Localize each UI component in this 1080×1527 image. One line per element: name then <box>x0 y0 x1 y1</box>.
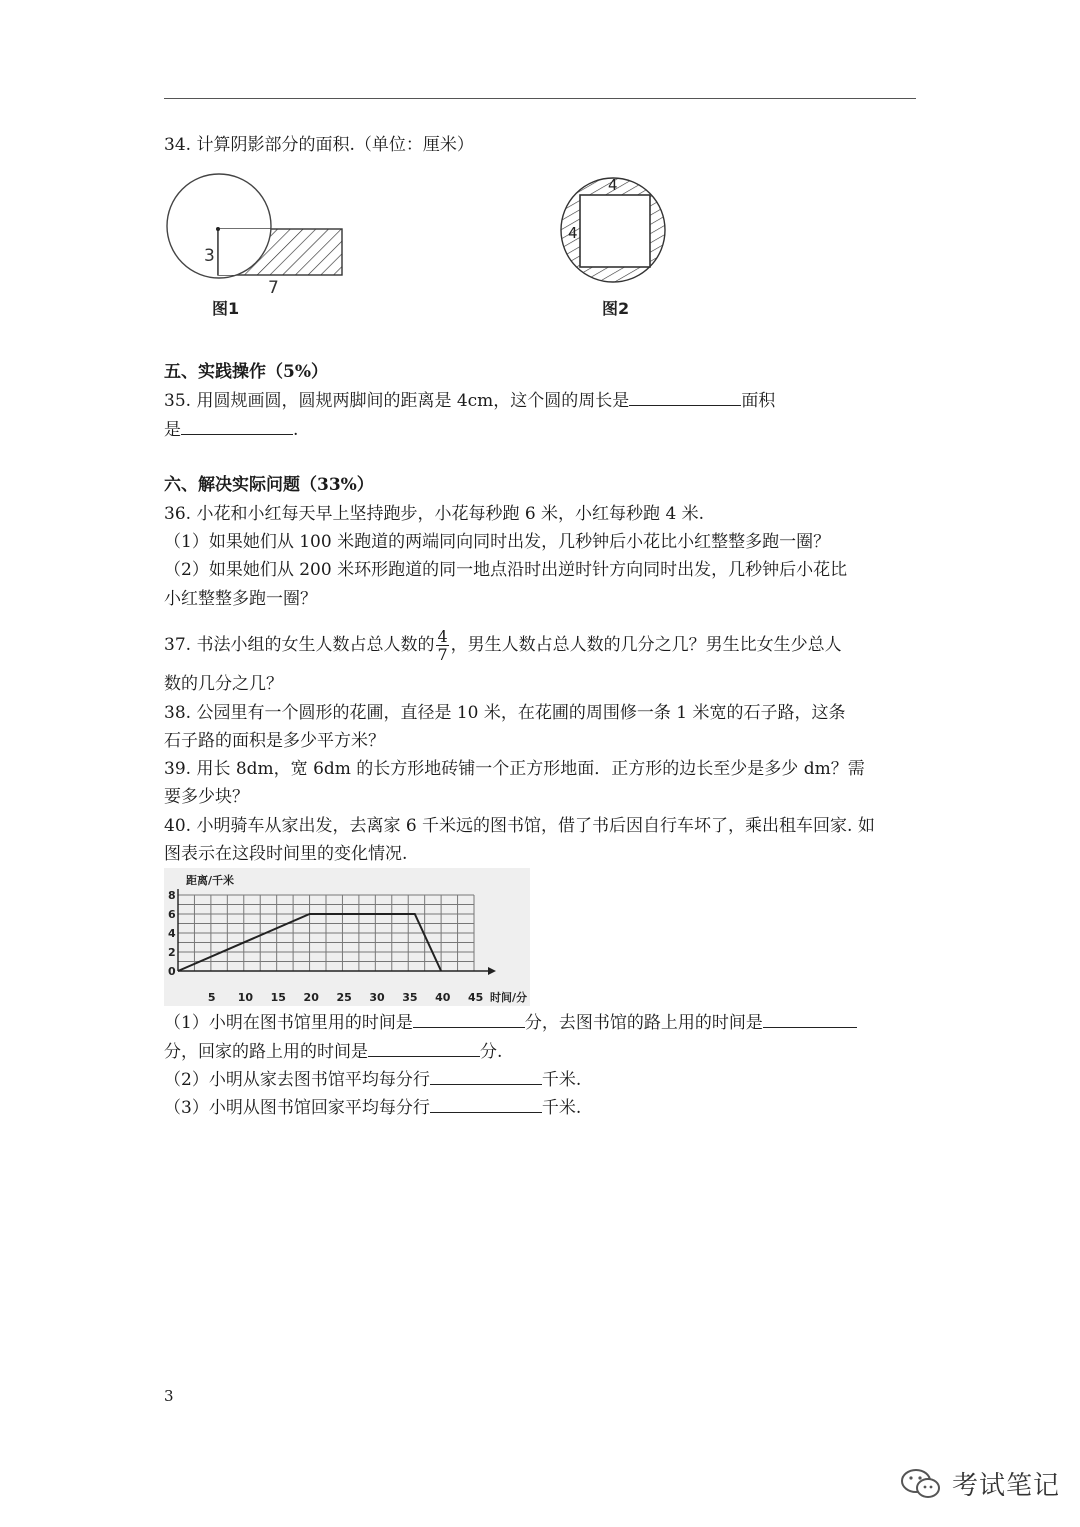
q40-line1: 40. 小明骑车从家出发，去离家 6 千米远的图书馆，借了书后因自行车坏了，乘出租车回家. 如 <box>164 816 875 836</box>
q40-blank-library-time[interactable] <box>413 1011 525 1028</box>
page-number: 3 <box>164 1387 174 1405</box>
fig2-label-top: 4 <box>608 176 618 194</box>
q37-fraction: $\frac{4}{7}$ <box>437 627 448 664</box>
x-tick-label: 25 <box>336 991 352 1004</box>
x-axis-label: 时间/分 <box>490 991 528 1004</box>
q36-part2-line2: 小红整整多跑一圈？ <box>164 589 317 609</box>
section-6-title: 六、解决实际问题（33%） <box>164 475 374 495</box>
y-tick-label: 6 <box>168 908 176 921</box>
y-tick-label: 2 <box>168 946 176 959</box>
q40-part2: （2）小明从家去图书馆平均每分行 千米. <box>164 1070 582 1090</box>
figure-1 <box>160 168 360 320</box>
q34-text: 34. 计算阴影部分的面积.（单位：厘米） <box>164 135 474 155</box>
q40-line2: 图表示在这段时间里的变化情况. <box>164 844 408 864</box>
figure-2 <box>552 170 674 320</box>
watermark-text: 考试笔记 <box>952 1471 1061 1501</box>
q36-part1: （1）如果她们从 100 米跑道的两端同向同时出发，几秒钟后小花比小红整整多跑一圈？ <box>164 532 831 552</box>
header-rule <box>164 98 916 99</box>
q35-line2: 是 . <box>164 420 299 440</box>
q40-blank-return-speed[interactable] <box>430 1096 542 1113</box>
section-5-title: 五、实践操作（5%） <box>164 362 328 382</box>
q39-line1: 39. 用长 8dm，宽 6dm 的长方形地砖铺一个正方形地面．正方形的边长至少是多少 dm？需 <box>164 759 865 779</box>
q38-line1: 38. 公园里有一个圆形的花圃，直径是 10 米，在花圃的周围修一条 1 米宽的石子路，这条 <box>164 703 846 723</box>
q37-line2: 数的几分之几？ <box>164 674 283 694</box>
q36-part2-line1: （2）如果她们从 200 米环形跑道的同一地点沿时出逆时针方向同时出发，几秒钟后小花比 <box>164 560 848 580</box>
x-tick-label: 35 <box>402 991 418 1004</box>
q36-text: 36. 小花和小红每天早上坚持跑步，小花每秒跑 6 米，小红每秒跑 4 米. <box>164 504 705 524</box>
q40-blank-go-speed[interactable] <box>430 1068 542 1085</box>
x-tick-label: 5 <box>207 991 216 1004</box>
q37-line1: 37. 书法小组的女生人数占总人数的 $\frac{4}{7}$ ，男生人数占总人数的几分之几？男生比女生少总人 <box>164 627 842 664</box>
q35-blank-circumference[interactable] <box>629 389 741 406</box>
fig2-caption: 图2 <box>602 299 630 318</box>
q38-line2: 石子路的面积是多少平方米？ <box>164 731 385 751</box>
y-tick-label: 0 <box>168 965 176 978</box>
q40-blank-go-time[interactable] <box>763 1011 857 1028</box>
y-axis-label: 距离/千米 <box>186 874 235 887</box>
x-tick-label: 45 <box>468 991 484 1004</box>
x-tick-label: 30 <box>369 991 385 1004</box>
chart-background <box>164 868 530 1006</box>
q35-blank-area[interactable] <box>181 418 293 435</box>
q35-line1: 35. 用圆规画圆，圆规两脚间的距离是 4cm，这个圆的周长是 面积 <box>164 391 776 411</box>
q40-blank-return-time[interactable] <box>368 1040 480 1057</box>
q40-part3: （3）小明从图书馆回家平均每分行 千米. <box>164 1098 582 1118</box>
fig2-label-left: 4 <box>568 224 578 242</box>
x-tick-label: 15 <box>270 991 286 1004</box>
x-tick-label: 10 <box>237 991 254 1004</box>
distance-time-chart <box>164 868 530 1006</box>
y-tick-label: 4 <box>168 927 176 940</box>
fig1-caption: 图1 <box>212 299 240 318</box>
q40-part1-line1: （1）小明在图书馆里用的时间是 分，去图书馆的路上用的时间是 <box>164 1011 857 1034</box>
q39-line2: 要多少块？ <box>164 787 249 807</box>
x-tick-label: 20 <box>303 991 319 1004</box>
y-tick-label: 8 <box>168 889 176 902</box>
q40-part1-line2: 分，回家的路上用的时间是 分. <box>164 1042 503 1062</box>
wechat-icon <box>900 1467 942 1501</box>
fig1-label-7: 7 <box>268 278 279 298</box>
watermark <box>900 1465 1060 1502</box>
fig1-label-3: 3 <box>204 246 215 266</box>
x-tick-label: 40 <box>435 991 451 1004</box>
